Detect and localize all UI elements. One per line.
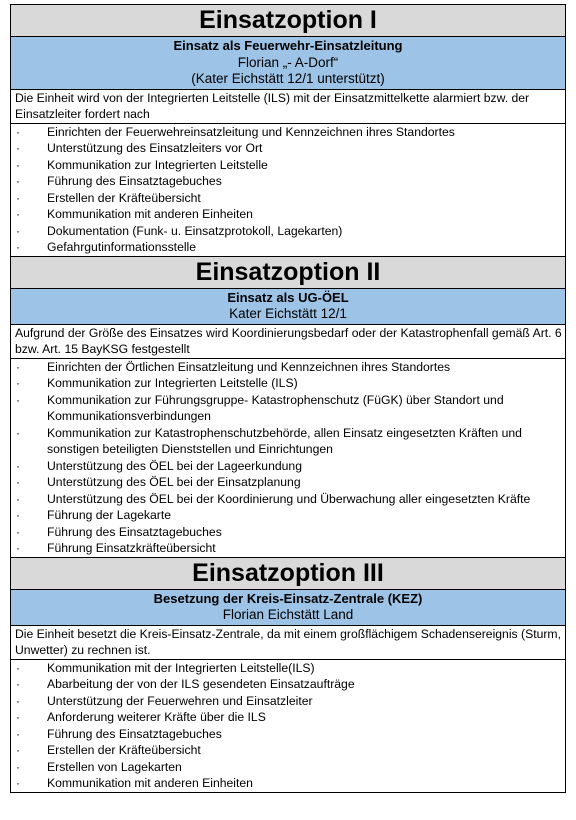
task-text: Führung des Einsatztagebuches bbox=[47, 524, 222, 539]
task-item bbox=[11, 676, 565, 693]
section-radio-name: Florian Eichstätt Land bbox=[222, 607, 354, 622]
task-text: Kommunikation mit der Integrierten Leitstelle(ILS) bbox=[47, 660, 315, 675]
section-subtitle: Einsatz als Feuerwehr-Einsatzleitung bbox=[173, 38, 403, 53]
bullet-icon: · bbox=[16, 240, 21, 254]
task-item bbox=[11, 742, 565, 759]
task-item bbox=[11, 206, 565, 223]
task-text: Erstellen von Lagekarten bbox=[47, 759, 182, 774]
bullet-icon: · bbox=[16, 376, 21, 390]
task-item bbox=[11, 190, 565, 207]
task-text: Kommunikation zur Integrierten Leitstelle bbox=[47, 157, 268, 172]
bullet-icon: · bbox=[16, 726, 21, 741]
bullet-icon: · bbox=[16, 677, 21, 691]
section-header bbox=[11, 288, 565, 324]
bullet-icon: · bbox=[16, 743, 21, 757]
task-text: Unterstützung der Feuerwehren und Einsatzleiter bbox=[47, 693, 313, 708]
task-item bbox=[11, 474, 565, 491]
section-radio-name: Florian „- A-Dorf“ bbox=[237, 54, 339, 70]
bullet-icon: · bbox=[16, 710, 21, 724]
task-item bbox=[11, 775, 565, 792]
section-header bbox=[11, 589, 565, 625]
task-item bbox=[11, 491, 565, 508]
task-item bbox=[11, 693, 565, 710]
task-text: Unterstützung des ÖEL bei der Einsatzplanung bbox=[47, 475, 301, 489]
task-text: Erstellen der Kräfteübersicht bbox=[47, 743, 201, 757]
bullet-icon: · bbox=[16, 759, 21, 774]
task-item bbox=[11, 425, 565, 458]
task-item bbox=[11, 173, 565, 190]
task-text: Kommunikation zur Integrierten Leitstelle (ILS) bbox=[47, 376, 298, 390]
section-header bbox=[11, 36, 565, 89]
task-item bbox=[11, 507, 565, 524]
task-item bbox=[11, 709, 565, 726]
task-item bbox=[11, 759, 565, 776]
task-item bbox=[11, 726, 565, 743]
task-text: Führung der Lagekarte bbox=[47, 508, 171, 522]
task-text: Dokumentation (Funk- u. Einsatzprotokoll, Lagekarten) bbox=[47, 223, 343, 238]
task-item bbox=[11, 375, 565, 392]
task-list bbox=[11, 123, 565, 256]
section-title: Einsatzoption I bbox=[11, 4, 565, 36]
task-item bbox=[11, 458, 565, 475]
task-text: Erstellen der Kräfteübersicht bbox=[47, 190, 201, 205]
section-radio-name: Kater Eichstätt 12/1 bbox=[229, 306, 347, 321]
task-text: Kommunikation zur Führungsgruppe- Katastrophenschutz (FüGK) über Standort und Kommunikationsverbindungen bbox=[47, 392, 504, 423]
document-table bbox=[10, 4, 566, 793]
bullet-icon: · bbox=[16, 190, 21, 205]
bullet-icon: · bbox=[16, 359, 21, 374]
task-item bbox=[11, 359, 565, 376]
bullet-icon: · bbox=[16, 174, 21, 188]
section-radio-name: (Kater Eichstätt 12/1 unterstützt) bbox=[191, 71, 385, 86]
task-text: Anforderung weiterer Kräfte über die ILS bbox=[47, 710, 266, 724]
task-item bbox=[11, 540, 565, 557]
task-item bbox=[11, 140, 565, 157]
bullet-icon: · bbox=[16, 508, 21, 522]
task-item bbox=[11, 660, 565, 677]
bullet-icon: · bbox=[16, 660, 21, 675]
task-item bbox=[11, 524, 565, 541]
section-description: Die Einheit besetzt die Kreis-Einsatz-Zentrale, da mit einem großflächigem Schadensereignis (Sturm, Unwetter) zu rechnen ist. bbox=[11, 625, 565, 659]
task-text: Einrichten der Feuerwehreinsatzleitung und Kennzeichnen ihres Standortes bbox=[47, 124, 455, 139]
bullet-icon: · bbox=[16, 776, 21, 790]
task-item bbox=[11, 392, 565, 425]
bullet-icon: · bbox=[16, 475, 21, 489]
section-option-2 bbox=[10, 256, 566, 557]
section-description: Aufgrund der Größe des Einsatzes wird Koordinierungsbedarf oder der Katastrophenfall gemäß Art. 6 bzw. Art. 15 BayKSG festgestellt bbox=[11, 324, 565, 358]
task-list bbox=[11, 659, 565, 792]
bullet-icon: · bbox=[16, 458, 21, 473]
task-text: Führung Einsatzkräfteübersicht bbox=[47, 541, 216, 555]
task-text: Einrichten der Örtlichen Einsatzleitung und Kennzeichnen ihres Standortes bbox=[47, 359, 451, 374]
task-list bbox=[11, 358, 565, 557]
bullet-icon: · bbox=[16, 693, 21, 708]
section-subtitle: Besetzung der Kreis-Einsatz-Zentrale (KEZ) bbox=[153, 590, 423, 606]
task-text: Kommunikation mit anderen Einheiten bbox=[47, 776, 253, 790]
bullet-icon: · bbox=[16, 392, 21, 407]
bullet-icon: · bbox=[16, 491, 21, 506]
task-text: Unterstützung des ÖEL bei der Koordinierung und Überwachung aller eingesetzten Kräfte bbox=[47, 491, 531, 506]
task-item bbox=[11, 157, 565, 174]
bullet-icon: · bbox=[16, 124, 21, 139]
task-text: Unterstützung des ÖEL bei der Lageerkundung bbox=[47, 458, 302, 473]
section-description: Die Einheit wird von der Integrierten Leitstelle (ILS) mit der Einsatzmittelkette alarmiert bzw. der Einsatzleiter fordert nach bbox=[11, 89, 565, 123]
section-option-3 bbox=[10, 557, 566, 793]
bullet-icon: · bbox=[16, 223, 21, 238]
task-text: Führung des Einsatztagebuches bbox=[47, 174, 222, 188]
section-subtitle: Einsatz als UG-ÖEL bbox=[227, 289, 349, 305]
task-item bbox=[11, 223, 565, 240]
task-text: Unterstützung des Einsatzleiters vor Ort bbox=[47, 141, 263, 155]
bullet-icon: · bbox=[16, 141, 21, 155]
section-title: Einsatzoption II bbox=[11, 256, 565, 288]
task-text: Führung des Einsatztagebuches bbox=[47, 726, 222, 741]
bullet-icon: · bbox=[16, 207, 21, 221]
task-text: Kommunikation mit anderen Einheiten bbox=[47, 207, 253, 221]
section-title: Einsatzoption III bbox=[11, 557, 565, 589]
bullet-icon: · bbox=[16, 425, 21, 440]
section-option-1 bbox=[10, 4, 566, 256]
bullet-icon: · bbox=[16, 157, 21, 172]
task-text: Kommunikation zur Katastrophenschutzbehörde, allen Einsatz eingesetzten Kräften und sonstigen beteiligten Dienststellen und Einrichtungen bbox=[47, 425, 522, 456]
bullet-icon: · bbox=[16, 524, 21, 539]
task-item bbox=[11, 124, 565, 141]
task-text: Abarbeitung der von der ILS gesendeten Einsatzaufträge bbox=[47, 677, 355, 691]
bullet-icon: · bbox=[16, 541, 21, 555]
task-item bbox=[11, 239, 565, 256]
task-text: Gefahrgutinformationsstelle bbox=[47, 240, 197, 254]
